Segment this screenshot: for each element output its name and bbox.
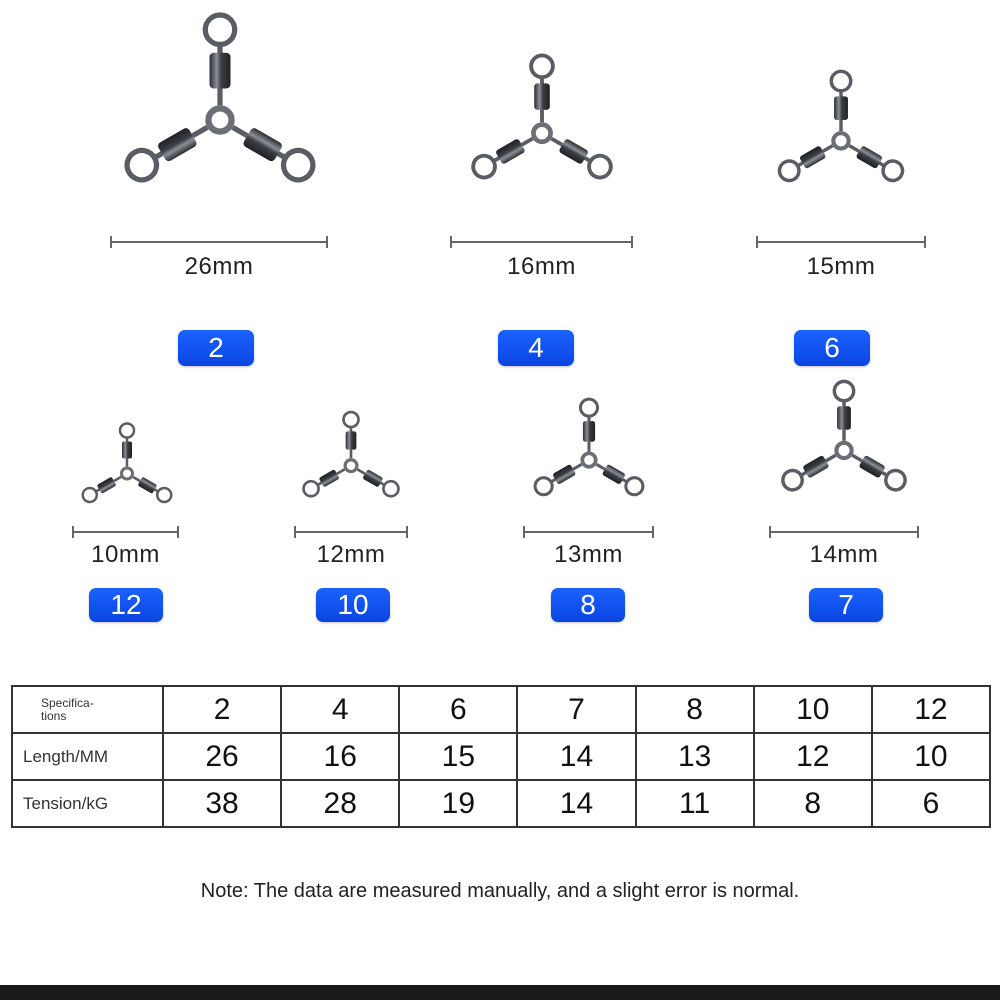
size-measure-line — [756, 236, 926, 248]
length-cell: 16 — [281, 733, 399, 780]
size-measure-line — [72, 526, 179, 538]
table-row-specs — [12, 686, 990, 733]
length-cell: 15 — [399, 733, 517, 780]
three-way-swivel-icon — [72, 418, 182, 524]
spec-cell: 12 — [872, 686, 990, 733]
tension-cell: 8 — [754, 780, 872, 827]
spec-cell: 4 — [281, 686, 399, 733]
spec-cell: 10 — [754, 686, 872, 733]
spec-badge: 8 — [551, 588, 625, 622]
tension-cell: 14 — [517, 780, 635, 827]
three-way-swivel-icon — [110, 10, 330, 220]
header-tension: Tension/kG — [12, 780, 163, 827]
size-measure-line — [110, 236, 328, 248]
spec-cell: 8 — [636, 686, 754, 733]
three-way-swivel-icon — [768, 373, 920, 521]
three-way-swivel-icon — [292, 405, 410, 521]
spec-cell: 2 — [163, 686, 281, 733]
spec-cell: 7 — [517, 686, 635, 733]
length-cell: 26 — [163, 733, 281, 780]
three-way-swivel-icon — [450, 40, 634, 218]
size-measure-line — [769, 526, 919, 538]
spec-table — [11, 685, 991, 828]
size-measure-line — [294, 526, 408, 538]
three-way-swivel-icon — [756, 55, 926, 219]
length-cell: 14 — [517, 733, 635, 780]
spec-badge: 7 — [809, 588, 883, 622]
size-measure-line — [450, 236, 633, 248]
size-measure-line — [523, 526, 654, 538]
spec-badge: 6 — [794, 330, 870, 366]
footer-bar — [0, 985, 1000, 1000]
tension-cell: 38 — [163, 780, 281, 827]
measurement-note: Note: The data are measured manually, and a slight error is normal. — [200, 880, 800, 902]
table-row-tension — [12, 780, 990, 827]
spec-badge: 4 — [498, 330, 574, 366]
spec-badge: 2 — [178, 330, 254, 366]
spec-badge: 10 — [316, 588, 390, 622]
size-label: 13mm — [554, 541, 623, 568]
spec-cell: 6 — [399, 686, 517, 733]
header-specifications: Specifica- tions — [12, 686, 163, 733]
tension-cell: 28 — [281, 780, 399, 827]
size-label: 26mm — [184, 253, 254, 280]
tension-cell: 19 — [399, 780, 517, 827]
table-row-length — [12, 733, 990, 780]
size-label: 14mm — [809, 541, 879, 568]
size-label: 12mm — [316, 541, 386, 568]
tension-cell: 6 — [872, 780, 990, 827]
spec-badge: 12 — [89, 588, 163, 622]
header-length: Length/MM — [12, 733, 163, 780]
size-label: 10mm — [91, 541, 160, 568]
length-cell: 13 — [636, 733, 754, 780]
tension-cell: 11 — [636, 780, 754, 827]
size-label: 15mm — [806, 253, 876, 280]
size-label: 16mm — [507, 253, 576, 280]
length-cell: 12 — [754, 733, 872, 780]
length-cell: 10 — [872, 733, 990, 780]
three-way-swivel-icon — [522, 393, 656, 521]
